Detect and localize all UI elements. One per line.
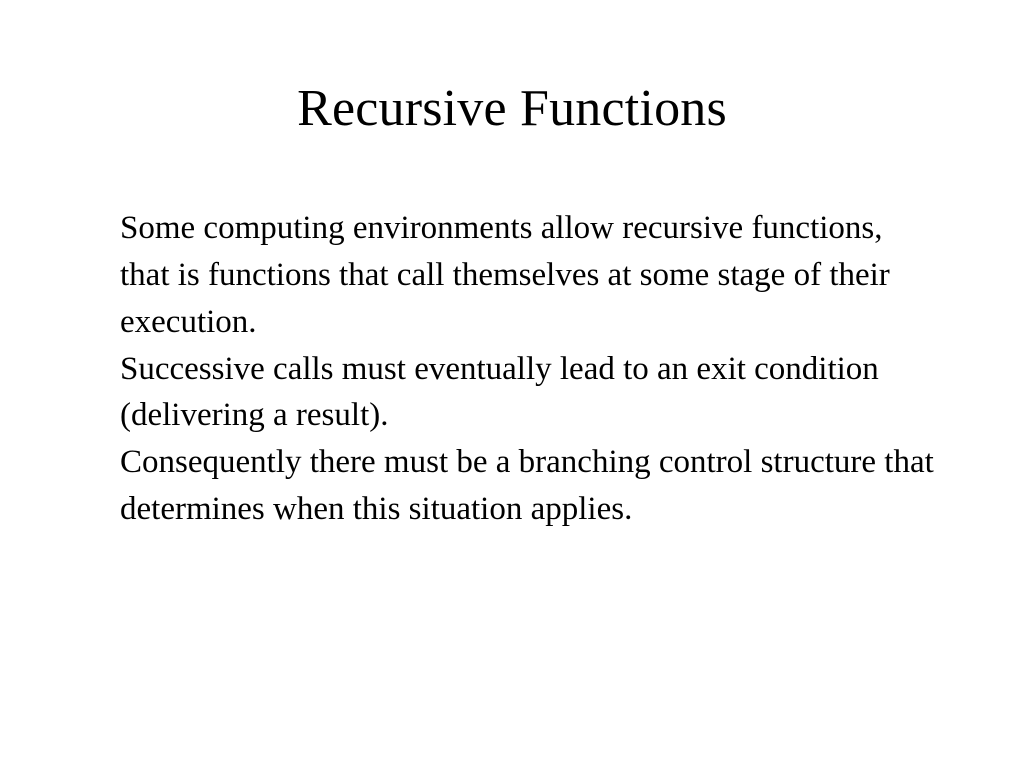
slide-body bbox=[120, 205, 943, 533]
body-paragraph-1: Some computing environments allow recursive functions, that is functions that call themselves at some stage of their execution. bbox=[120, 210, 899, 340]
body-paragraph-3: Consequently there must be a branching control structure that determines when this situation applies. bbox=[120, 444, 943, 528]
body-paragraph-2: Successive calls must eventually lead to an exit condition (delivering a result). bbox=[120, 350, 888, 434]
page-title: Recursive Functions bbox=[297, 80, 727, 137]
